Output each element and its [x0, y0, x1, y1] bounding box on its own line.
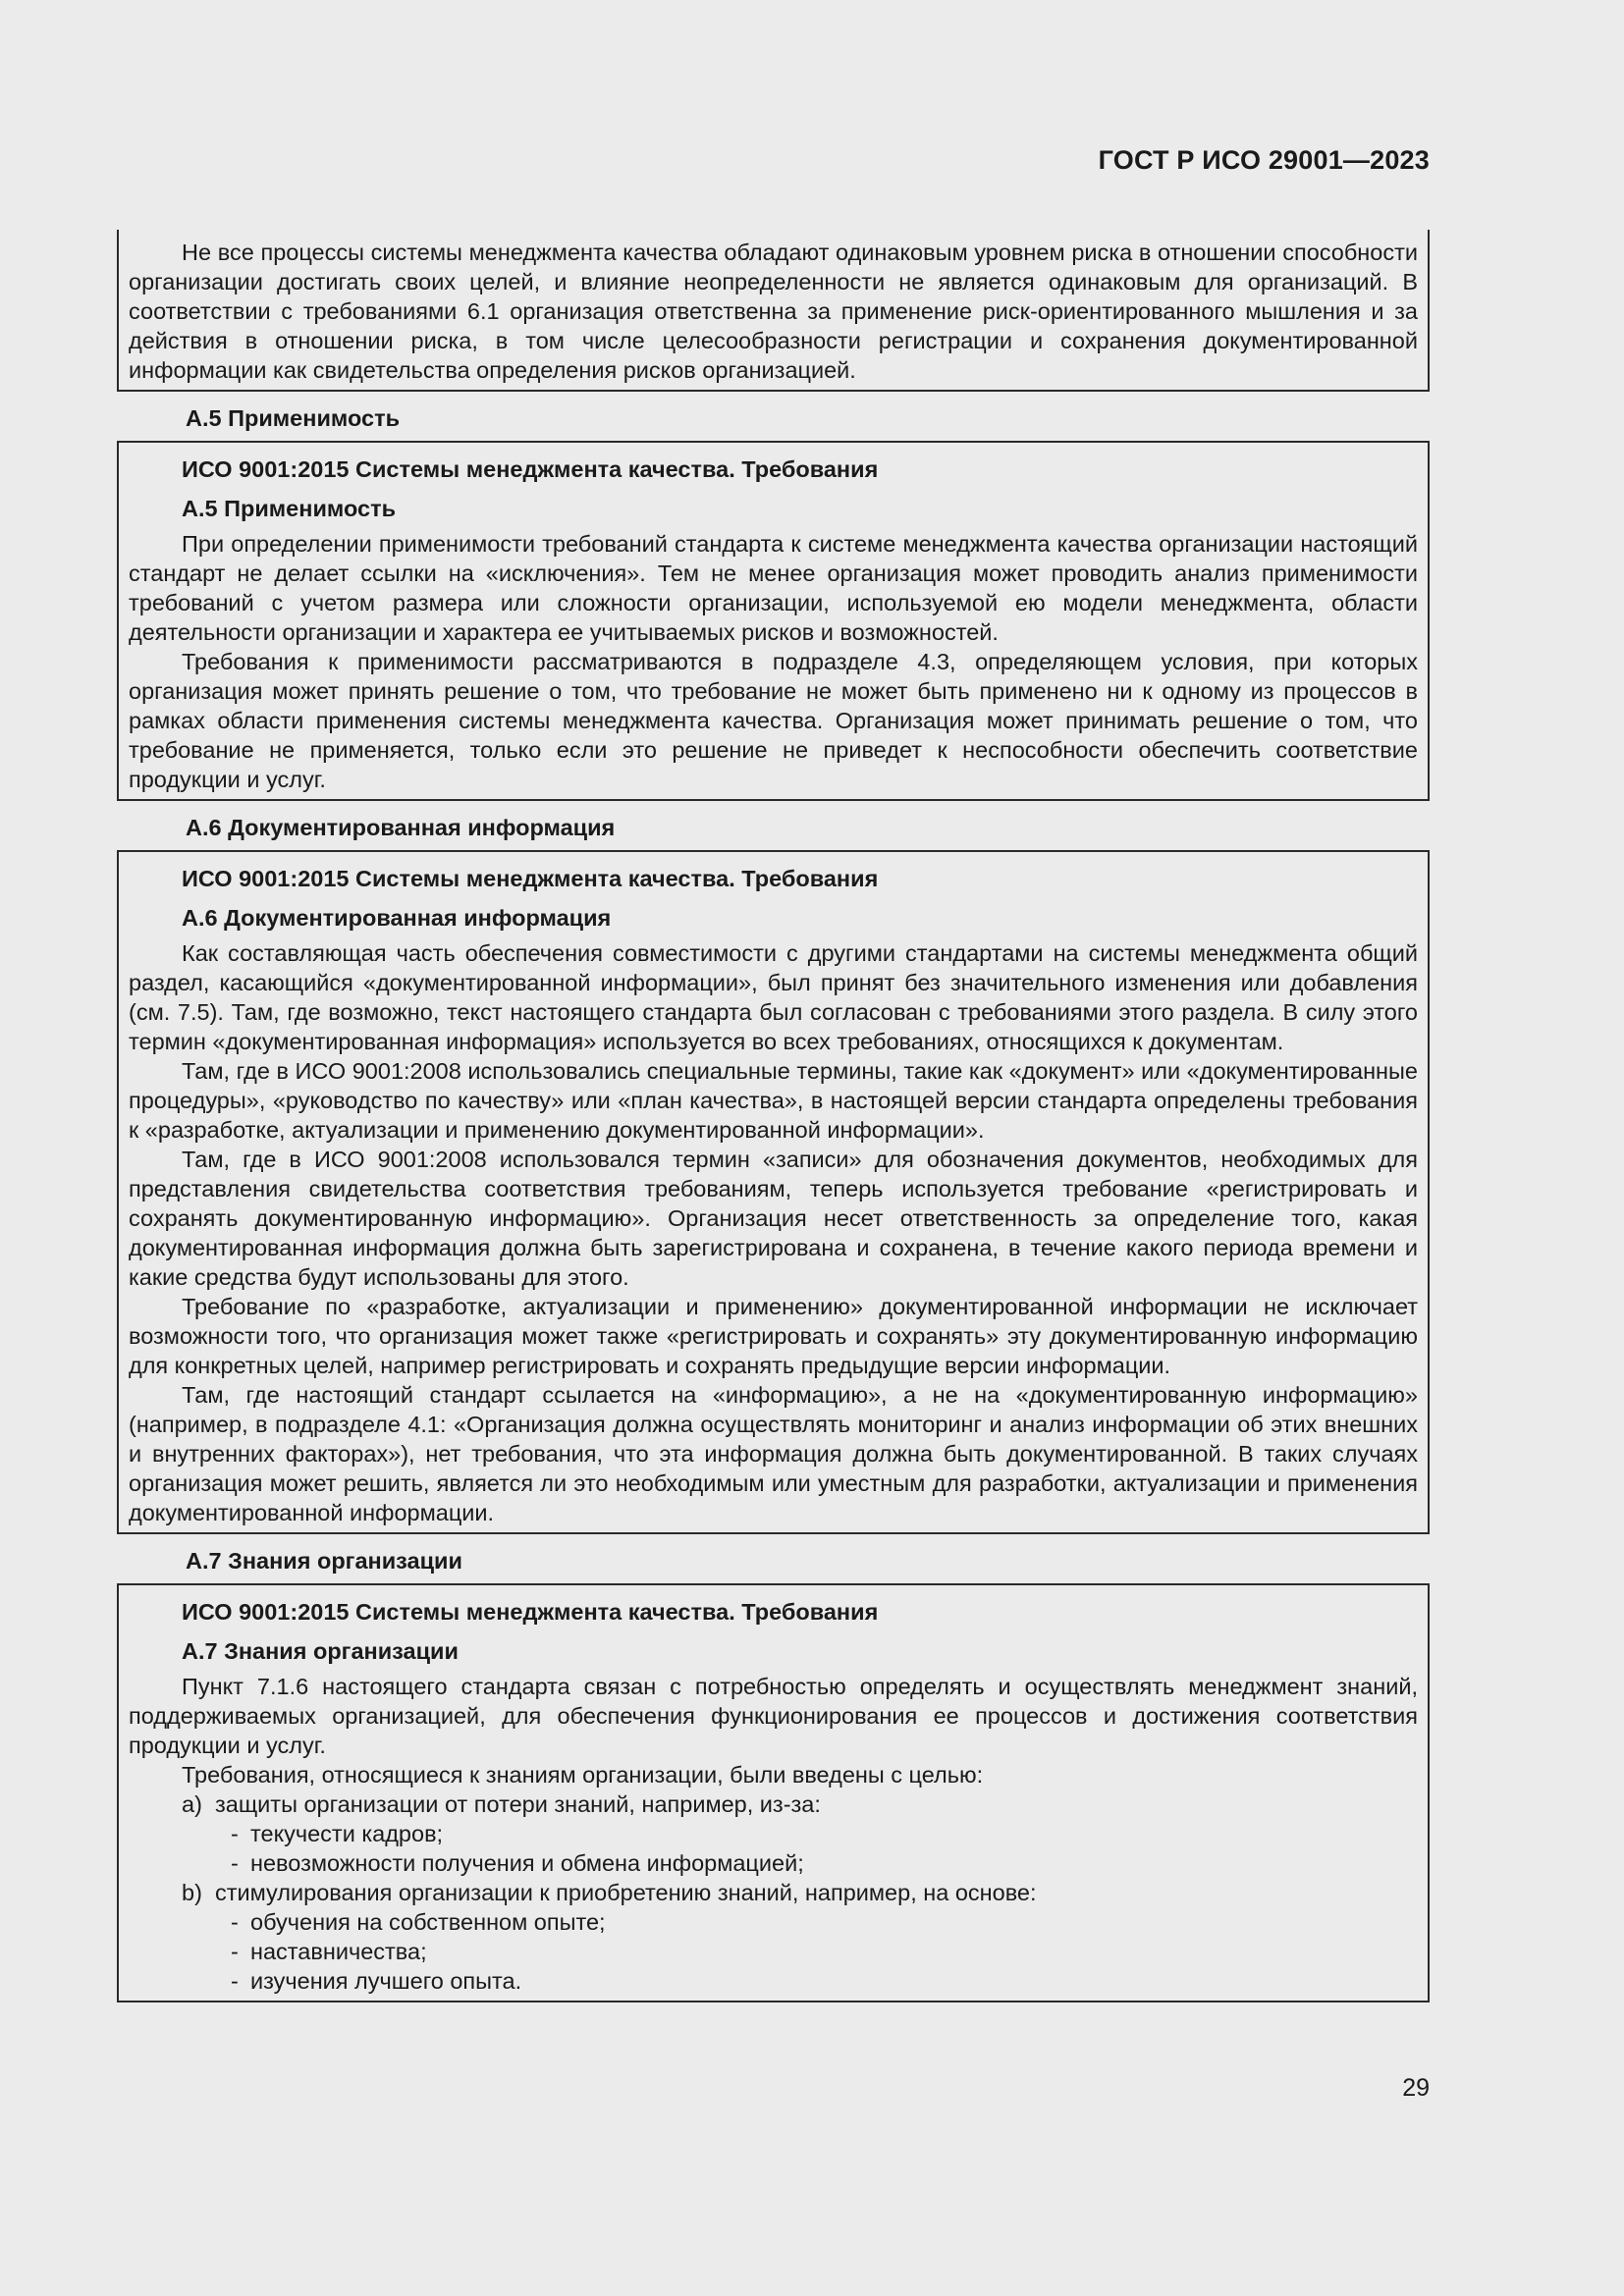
section-heading-a5: А.5 Применимость — [186, 405, 401, 431]
list-item-text: стимулирования организации к приобретению знаний, например, на основе: — [215, 1880, 1037, 1905]
paragraph: Как составляющая часть обеспечения совместимости с другими стандартами на системы менеджмента общий раздел, касающийся «документированной информации», был принят без значительного изменения или добавления (см. 7.5). Там, где возможно, текст настоящего стандарта был согласован с требованиями этого раздела. В силу этого термин «документированная информация» используется во всех требованиях, относящихся к документам. — [129, 940, 1418, 1054]
list-marker: а) — [182, 1791, 202, 1817]
dash-marker: - — [231, 1909, 239, 1935]
sub-list-item-text: наставничества; — [250, 1939, 427, 1964]
box-title: ИСО 9001:2015 Системы менеджмента качества. Требования — [182, 866, 879, 891]
sub-list-item — [231, 1966, 1418, 1996]
paragraph: Там, где настоящий стандарт ссылается на «информацию», а не на «документированную информацию» (например, в подразделе 4.1: «Организация должна осуществлять мониторинг и анализ информации об этих внешних и внутренних факторах»), нет требования, что эта информация должна быть документированной. В таких случаях организация может решить, является ли это необходимым или уместным для разработки, актуализации и применения документированной информации. — [129, 1382, 1418, 1525]
box-subtitle: А.7 Знания организации — [182, 1638, 459, 1664]
list-item — [182, 1789, 1418, 1819]
intro-paragraph: Не все процессы системы менеджмента качества обладают одинаковым уровнем риска в отношении способности организации достигать своих целей, и влияние неопределенности не является одинаковым для организаций. В соответствии с требованиями 6.1 организация ответственна за применение риск-ориентированного мышления и за действия в отношении риска, в том числе целесообразности регистрации и сохранения документированной информации как свидетельства определения рисков организацией. — [129, 240, 1418, 383]
paragraph: Там, где в ИСО 9001:2008 использовался термин «записи» для обозначения документов, необходимых для представления свидетельства соответствия требованиям, теперь используется требование «регистрировать и сохранять документированную информацию». Организация несет ответственность за определение того, какая документированная информация должна быть зарегистрирована и сохранена, в течение какого периода времени и какие средства будут использованы для этого. — [129, 1147, 1418, 1290]
box-subtitle: А.5 Применимость — [182, 496, 397, 521]
quote-box-a6 — [117, 850, 1430, 1534]
sub-list-item — [231, 1819, 1418, 1848]
sub-list-item-text: изучения лучшего опыта. — [250, 1968, 522, 1994]
box-subtitle: А.6 Документированная информация — [182, 905, 612, 931]
sub-list-item — [231, 1907, 1418, 1937]
box-title: ИСО 9001:2015 Системы менеджмента качества. Требования — [182, 1599, 879, 1625]
list-item-text: защиты организации от потери знаний, например, из-за: — [215, 1791, 821, 1817]
document-header: ГОСТ Р ИСО 29001—2023 — [1098, 145, 1430, 175]
quote-box-a7 — [117, 1583, 1430, 2002]
dash-marker: - — [231, 1968, 239, 1994]
dash-marker: - — [231, 1939, 239, 1964]
paragraph: Требования к применимости рассматриваются в подразделе 4.3, определяющем условия, при которых организация может принять решение о том, что требование не может быть применено ни к одному из процессов в рамках области применения системы менеджмента качества. Организация может принимать решение о том, что требование не применяется, только если это решение не приведет к неспособности обеспечить соответствие продукции и услуг. — [129, 649, 1418, 792]
dash-marker: - — [231, 1821, 239, 1846]
paragraph: Там, где в ИСО 9001:2008 использовались специальные термины, такие как «документ» или «документированные процедуры», «руководство по качеству» или «план качества», в настоящей версии стандарта определены требования к «разработке, актуализации и применению документированной информации». — [129, 1058, 1418, 1143]
sub-list-item-text: текучести кадров; — [250, 1821, 444, 1846]
quote-box-a5 — [117, 441, 1430, 801]
sub-list-item — [231, 1937, 1418, 1966]
section-heading-a7: А.7 Знания организации — [186, 1548, 462, 1574]
intro-box — [117, 230, 1430, 392]
sub-list-item — [231, 1848, 1418, 1878]
sub-list-item-text: невозможности получения и обмена информацией; — [250, 1850, 804, 1876]
paragraph: Пункт 7.1.6 настоящего стандарта связан с потребностью определять и осуществлять менеджмент знаний, поддерживаемых организацией, для обеспечения функционирования ее процессов и достижения соответствия продукции и услуг. — [129, 1674, 1418, 1758]
paragraph: Требования, относящиеся к знаниям организации, были введены с целью: — [182, 1762, 984, 1788]
paragraph: Требование по «разработке, актуализации и применению» документированной информации не исключает возможности того, что организация может также «регистрировать и сохранять» эту документированную информацию для конкретных целей, например регистрировать и сохранять предыдущие версии информации. — [129, 1294, 1418, 1378]
list-item — [182, 1878, 1418, 1907]
dash-marker: - — [231, 1850, 239, 1876]
paragraph: При определении применимости требований стандарта к системе менеджмента качества организации настоящий стандарт не делает ссылки на «исключения». Тем не менее организация может проводить анализ применимости требований с учетом размера или сложности организации, используемой ею модели менеджмента, области деятельности организации и характера ее учитываемых рисков и возможностей. — [129, 531, 1418, 645]
sub-list-item-text: обучения на собственном опыте; — [250, 1909, 606, 1935]
box-title: ИСО 9001:2015 Системы менеджмента качества. Требования — [182, 456, 879, 482]
page-number: 29 — [1402, 2074, 1430, 2102]
list-marker: b) — [182, 1880, 202, 1905]
document-body — [117, 230, 1430, 2002]
section-heading-a6: А.6 Документированная информация — [186, 815, 616, 840]
